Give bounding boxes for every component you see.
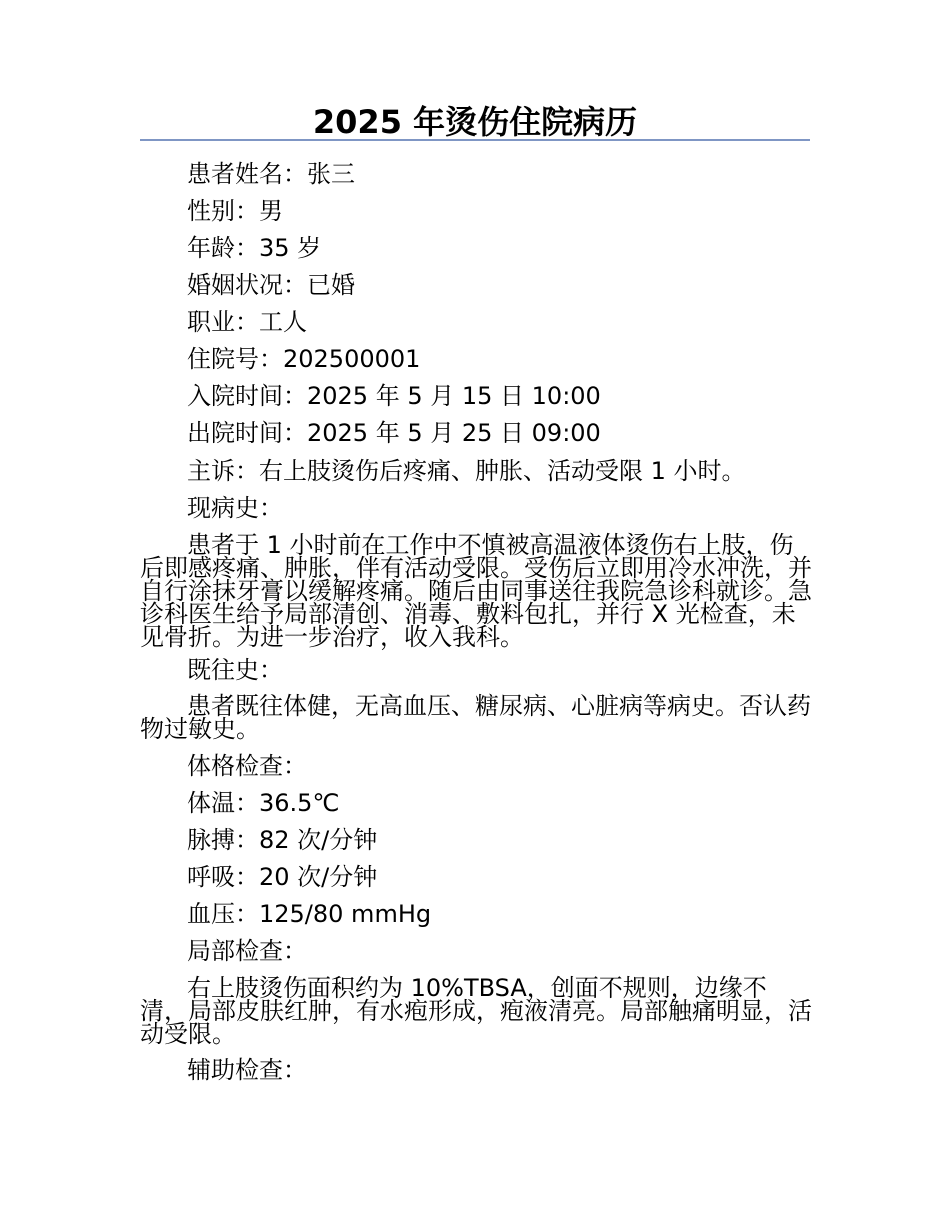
patient-name: 患者姓名：张三 <box>187 160 355 188</box>
document-title: 2025 年烫伤住院病历 <box>312 103 638 141</box>
discharge-time: 出院时间：2025 年 5 月 25 日 09:00 <box>187 419 601 447</box>
title-underline <box>140 139 810 141</box>
admission-time: 入院时间：2025 年 5 月 15 日 10:00 <box>187 382 601 410</box>
marital-status: 婚姻状况：已婚 <box>187 271 355 299</box>
patient-gender: 性别：男 <box>187 197 283 225</box>
patient-age: 年龄：35 岁 <box>187 234 322 262</box>
occupation: 职业：工人 <box>187 308 307 336</box>
present-illness-text: 患者于 1 小时前在工作中不慎被高温液体烫伤右上肢，伤后即感疼痛、肿胀，伴有活动受限。受伤后立即用冷水冲洗，并自行涂抹牙膏以缓解疼痛。随后由同事送往我院急诊科就诊。急诊科医生给予局部清创、消毒、敷料包扎，并行 X 光检查，未见骨折。为进一步治疗，收入我科。 <box>140 531 812 651</box>
local-exam-heading: 局部检查： <box>187 937 307 965</box>
present-illness-heading: 现病史： <box>187 494 283 522</box>
admission-number: 住院号：202500001 <box>187 345 421 373</box>
past-history-text: 患者既往体健，无高血压、糖尿病、心脏病等病史。否认药物过敏史。 <box>140 692 811 743</box>
local-exam-text: 右上肢烫伤面积约为 10%TBSA，创面不规则，边缘不清，局部皮肤红肿，有水疱形成，疱液清亮。局部触痛明显，活动受限。 <box>140 974 812 1048</box>
physical-exam-heading: 体格检查： <box>187 752 307 780</box>
blood-pressure: 血压：125/80 mmHg <box>187 900 432 928</box>
respiration: 呼吸：20 次/分钟 <box>187 863 378 891</box>
auxiliary-exam-heading: 辅助检查： <box>187 1056 307 1084</box>
temperature: 体温：36.5℃ <box>187 789 340 817</box>
past-history-heading: 既往史： <box>187 656 283 684</box>
pulse: 脉搏：82 次/分钟 <box>187 826 378 854</box>
chief-complaint: 主诉：右上肢烫伤后疼痛、肿胀、活动受限 1 小时。 <box>187 457 746 485</box>
